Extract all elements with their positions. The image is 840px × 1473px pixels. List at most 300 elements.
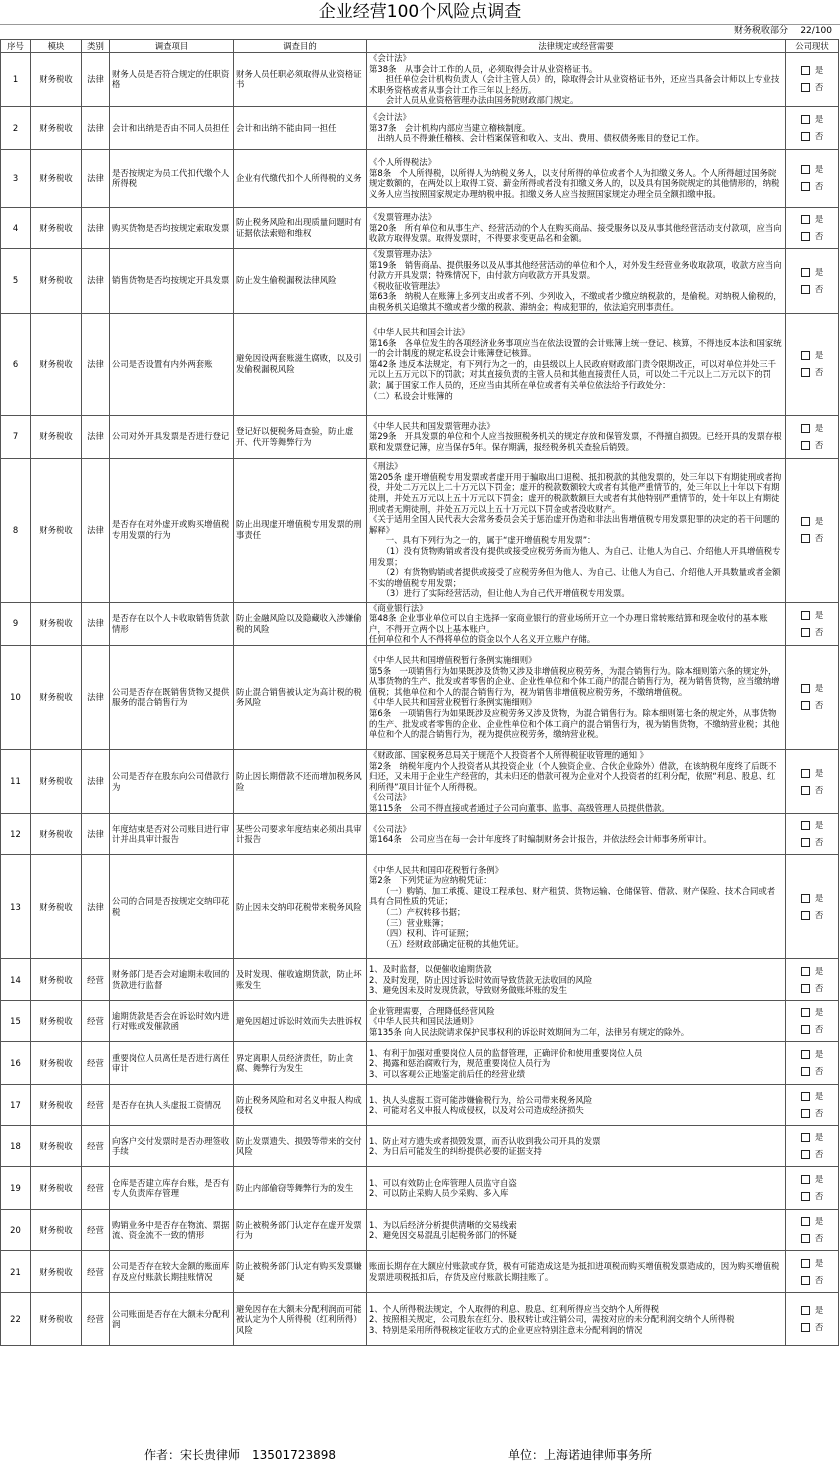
table-row (1, 959, 839, 1001)
status-option-yes[interactable] (788, 164, 836, 175)
row-purpose: 防止被税务部门认定有购买发票嫌疑 (234, 1251, 367, 1293)
checkbox-yes[interactable] (801, 894, 810, 903)
row-module: 财务税收 (31, 1293, 82, 1346)
checkbox-no[interactable] (801, 1192, 810, 1201)
row-number: 8 (1, 458, 31, 602)
row-purpose: 会计和出纳不能由同一担任 (234, 106, 367, 149)
row-number: 18 (1, 1126, 31, 1167)
checkbox-no[interactable] (801, 232, 810, 241)
row-purpose: 及时发现、催收逾期货款，防止坏账发生 (234, 959, 367, 1001)
row-purpose: 避免因设两套账滋生腐败，以及引发偷税漏税风险 (234, 313, 367, 415)
row-item: 财务部门是否会对逾期未收回的货款进行监督 (110, 959, 234, 1001)
row-category: 法律 (82, 749, 110, 814)
row-number: 17 (1, 1085, 31, 1126)
row-number: 13 (1, 855, 31, 959)
row-number: 3 (1, 149, 31, 207)
row-module: 财务税收 (31, 149, 82, 207)
row-category: 法律 (82, 106, 110, 149)
checkbox-no[interactable] (801, 285, 810, 294)
row-status (786, 602, 839, 645)
checkbox-yes[interactable] (801, 1092, 810, 1101)
status-option-yes[interactable] (788, 423, 836, 434)
row-item: 向客户交付发票时是否办理签收手续 (110, 1126, 234, 1167)
checkbox-label-yes: 是 (814, 266, 824, 277)
status-option-yes[interactable] (788, 65, 836, 76)
page-title: 企业经营100个风险点调查 (0, 0, 840, 25)
status-option-yes[interactable] (788, 1216, 836, 1227)
status-option-yes[interactable] (788, 1132, 836, 1143)
row-law: 账面长期存在大额应付账款或存货，极有可能造成这是为抵扣进项税而购买增值税发票造成的，因为购买增值税发票进项税抵扣后，存货及应付账款长期挂账了。 (367, 1251, 786, 1293)
row-purpose: 企业有代缴代扣个人所得税的义务 (234, 149, 367, 207)
checkbox-label-no: 否 (814, 181, 824, 192)
checkbox-label-yes: 是 (814, 422, 824, 433)
row-law: 《中华人民共和国会计法》 第16条 各单位发生的各项经济业务事项应当在依法设置的会计账簿上统一登记、核算，不得违反本法和国家统一的会计制度的规定私设会计账簿登记核算。 第42条 违反本法规定，有下列行为之一的，由县级以上人民政府财政部门责令限期改正，可以对单位并处三千元以上五万元以下的罚款；对其直接负责的主管人员和其他直接责任人员，可以处二千元以上二万元以下的罚款；属于国家工作人员的，还应当由其所在单位或者有关单位依法给予行政处分： （二）私设会计账簿的 (367, 313, 786, 415)
row-law: 《会计法》 第37条 会计机构内部应当建立稽核制度。 出纳人员不得兼任稽核、会计档案保管和收入、支出、费用、债权债务账目的登记工作。 (367, 106, 786, 149)
row-category: 经营 (82, 1126, 110, 1167)
row-number: 19 (1, 1167, 31, 1210)
row-item: 公司是否设置有内外两套账 (110, 313, 234, 415)
table-header-row (1, 40, 839, 53)
status-option-yes[interactable] (788, 1007, 836, 1018)
checkbox-no[interactable] (801, 1109, 810, 1118)
checkbox-label-no: 否 (814, 82, 824, 93)
status-option-yes[interactable] (788, 267, 836, 278)
checkbox-label-no: 否 (814, 982, 824, 993)
table-row (1, 53, 839, 107)
row-law: 1、及时监督，以便催收逾期货款 2、及时发现，防止因过诉讼时效而导致货款无法收回的风险 3、避免因未及时发现货款，导致财务做账坏账的发生 (367, 959, 786, 1001)
subheader (0, 24, 836, 38)
table-row (1, 749, 839, 814)
checkbox-label-yes: 是 (814, 1091, 824, 1102)
row-module: 财务税收 (31, 1251, 82, 1293)
checkbox-label-yes: 是 (814, 820, 824, 831)
checkbox-yes[interactable] (801, 215, 810, 224)
row-status (786, 1126, 839, 1167)
row-item: 会计和出纳是否由不同人员担任 (110, 106, 234, 149)
checkbox-yes[interactable] (801, 351, 810, 360)
table-row (1, 1167, 839, 1210)
checkbox-no[interactable] (801, 701, 810, 710)
row-category: 法律 (82, 207, 110, 248)
row-purpose: 登记好以便税务局查验，防止虚开、代开等舞弊行为 (234, 415, 367, 458)
checkbox-yes[interactable] (801, 611, 810, 620)
header-status: 公司现状 (786, 40, 839, 53)
row-module: 财务税收 (31, 959, 82, 1001)
status-option-no[interactable] (788, 785, 836, 796)
checkbox-no[interactable] (801, 1150, 810, 1159)
row-status (786, 1251, 839, 1293)
table-row (1, 1251, 839, 1293)
row-item: 年度结束是否对公司账目进行审计并出具审计报告 (110, 814, 234, 855)
row-status (786, 1042, 839, 1085)
table-row (1, 1085, 839, 1126)
row-number: 1 (1, 53, 31, 107)
row-purpose: 某些公司要求年度结束必须出具审计报告 (234, 814, 367, 855)
row-module: 财务税收 (31, 645, 82, 749)
row-module: 财务税收 (31, 1042, 82, 1085)
status-option-no[interactable] (788, 440, 836, 451)
footer-author: 作者：宋长贵律师 13501723898 (144, 1448, 336, 1462)
row-number: 6 (1, 313, 31, 415)
checkbox-no[interactable] (801, 534, 810, 543)
row-category: 经营 (82, 1042, 110, 1085)
checkbox-yes[interactable] (801, 1133, 810, 1142)
row-module: 财务税收 (31, 1167, 82, 1210)
row-category: 法律 (82, 458, 110, 602)
page-indicator: 22/100 (800, 26, 832, 36)
row-number: 11 (1, 749, 31, 814)
row-category: 法律 (82, 855, 110, 959)
checkbox-label-no: 否 (814, 1024, 824, 1035)
status-option-yes[interactable] (788, 893, 836, 904)
row-module: 财务税收 (31, 415, 82, 458)
row-number: 7 (1, 415, 31, 458)
row-law: 《刑法》 第205条 虚开增值税专用发票或者虚开用于骗取出口退税、抵扣税款的其他发票的，处三年以下有期徒刑或者拘役，并处二万元以上二十万元以下罚金；虚开的税款数额较大或者有其他严重情节的，处三年以上十年以下有期徒刑，并处五万元以上五十万元以下罚金；虚开的税款数额巨大或者有其他特别严重情节的，处十年以上有期徒刑或者无期徒刑，并处五万元以上五十万元以下罚金或者没收财产。 《关于适用全国人民代表大会常务委员会关于惩治虚开伪造和非法出售增值税专用发票犯罪的决定的若干问题的解释》 一、具有下列行为之一的，属于“虚开增值税专用发票”： （1）没有货物购销或者没有提供或接受应税劳务而为他人、为自己、让他人为自己、介绍他人开具增值税专用发票； （2）有货物购销或者提供或接受了应税劳务但为他人、为自己、让他人为自己、介绍他人开具数量或者金额不实的增值税专用发票； （3）进行了实际经营活动，但让他人为自己代开增值税专用发票。 (367, 458, 786, 602)
row-status (786, 415, 839, 458)
row-number: 16 (1, 1042, 31, 1085)
checkbox-yes[interactable] (801, 165, 810, 174)
row-status (786, 1210, 839, 1251)
row-law: 《个人所得税法》 第8条 个人所得税，以所得人为纳税义务人，以支付所得的单位或者个人为扣缴义务人。个人所得超过国务院规定数额的，在两处以上取得工资、薪金所得或者没有扣缴义务人的，以及具有国务院规定的其他情形的，纳税义务人应当按照国家规定办理纳税申报。扣缴义务人应当按照国家规定办理全员全额扣缴申报。 (367, 149, 786, 207)
row-status (786, 248, 839, 313)
row-purpose: 防止因未交纳印花税带来税务风险 (234, 855, 367, 959)
status-option-yes[interactable] (788, 516, 836, 527)
checkbox-yes[interactable] (801, 1306, 810, 1315)
row-purpose: 防止发生偷税漏税法律风险 (234, 248, 367, 313)
table-row (1, 814, 839, 855)
status-option-yes[interactable] (788, 1305, 836, 1316)
status-option-no[interactable] (788, 1233, 836, 1244)
table-row (1, 1210, 839, 1251)
status-option-no[interactable] (788, 910, 836, 921)
row-category: 经营 (82, 1293, 110, 1346)
row-number: 14 (1, 959, 31, 1001)
row-item: 销售货物是否均按规定开具发票 (110, 248, 234, 313)
row-status (786, 749, 839, 814)
row-item: 是否按规定为员工代扣代缴个人所得税 (110, 149, 234, 207)
row-category: 经营 (82, 1251, 110, 1293)
row-item: 重要岗位人员离任是否进行离任审计 (110, 1042, 234, 1085)
row-number: 9 (1, 602, 31, 645)
row-status (786, 458, 839, 602)
table-row (1, 1126, 839, 1167)
status-option-yes[interactable] (788, 1174, 836, 1185)
status-option-yes[interactable] (788, 768, 836, 779)
status-option-yes[interactable] (788, 1091, 836, 1102)
status-option-yes[interactable] (788, 1049, 836, 1060)
row-item: 是否存在以个人卡收取销售货款情形 (110, 602, 234, 645)
status-option-no[interactable] (788, 1191, 836, 1202)
row-number: 10 (1, 645, 31, 749)
footer-unit: 单位：上海诺迪律师事务所 (508, 1448, 653, 1462)
row-category: 经营 (82, 1085, 110, 1126)
row-law: 《中华人民共和国发票管理办法》 第29条 开具发票的单位和个人应当按照税务机关的规定存放和保管发票，不得擅自损毁。已经开具的发票存根联和发票登记簿，应当保存5年。保存期满，报经税务机关查验后销毁。 (367, 415, 786, 458)
checkbox-label-no: 否 (814, 1149, 824, 1160)
table-row (1, 106, 839, 149)
checkbox-no[interactable] (801, 182, 810, 191)
status-option-yes[interactable] (788, 1258, 836, 1269)
row-category: 经营 (82, 959, 110, 1001)
checkbox-label-no: 否 (814, 700, 824, 711)
row-purpose: 防止内部偷窃等舞弊行为的发生 (234, 1167, 367, 1210)
table-row (1, 415, 839, 458)
checkbox-yes[interactable] (801, 66, 810, 75)
checkbox-yes[interactable] (801, 1259, 810, 1268)
status-option-no[interactable] (788, 627, 836, 638)
row-module: 财务税收 (31, 313, 82, 415)
checkbox-yes[interactable] (801, 115, 810, 124)
row-law: 《发票管理办法》 第20条 所有单位和从事生产、经营活动的个人在购买商品、接受服务以及从事其他经营活动支付款项，应当向收款方取得发票。取得发票时，不得要求变更品名和金额。 (367, 207, 786, 248)
row-law: 1、执人头虚报工资可能涉嫌偷税行为，给公司带来税务风险 2、可能对名义申报人构成侵权，以及对公司造成经济损失 (367, 1085, 786, 1126)
row-law: 《公司法》 第164条 公司应当在每一会计年度终了时编制财务会计报告，并依法经会计师事务所审计。 (367, 814, 786, 855)
checkbox-no[interactable] (801, 1234, 810, 1243)
checkbox-no[interactable] (801, 1323, 810, 1332)
checkbox-yes[interactable] (801, 268, 810, 277)
checkbox-label-yes: 是 (814, 350, 824, 361)
row-status (786, 959, 839, 1001)
row-status (786, 1293, 839, 1346)
row-status (786, 106, 839, 149)
checkbox-yes[interactable] (801, 1008, 810, 1017)
checkbox-no[interactable] (801, 838, 810, 847)
table-row (1, 313, 839, 415)
table-row (1, 1042, 839, 1085)
table-body (1, 53, 839, 1346)
status-option-no[interactable] (788, 1149, 836, 1160)
row-purpose: 防止出现虚开增值税专用发票的刑事责任 (234, 458, 367, 602)
header-number: 序号 (1, 40, 31, 53)
table-row (1, 602, 839, 645)
row-law: 《中华人民共和国印花税暂行条例》 第2条 下列凭证为应纳税凭证： （一）购销、加工承揽、建设工程承包、财产租赁、货物运输、仓储保管、借款、财产保险、技术合同或者具有合同性质的凭证； （二）产权转移书据； （三）营业账簿； （四）权利、许可证照； （五）经财政部确定征税的其他凭证。 (367, 855, 786, 959)
footer (0, 1442, 840, 1468)
checkbox-label-yes: 是 (814, 516, 824, 527)
checkbox-label-yes: 是 (814, 683, 824, 694)
row-number: 21 (1, 1251, 31, 1293)
row-module: 财务税收 (31, 814, 82, 855)
row-number: 2 (1, 106, 31, 149)
checkbox-yes[interactable] (801, 1217, 810, 1226)
row-item: 公司账面是否存在大额未分配利润 (110, 1293, 234, 1346)
row-purpose: 防止混合销售被认定为高计税的税务风险 (234, 645, 367, 749)
row-item: 仓库是否建立库存台账，是否有专人负责库存管理 (110, 1167, 234, 1210)
checkbox-label-no: 否 (814, 1274, 824, 1285)
row-item: 购销业务中是否存在物流、票据流、资金流不一致的情形 (110, 1210, 234, 1251)
status-option-no[interactable] (788, 1024, 836, 1035)
row-module: 财务税收 (31, 1085, 82, 1126)
status-option-no[interactable] (788, 181, 836, 192)
row-number: 12 (1, 814, 31, 855)
checkbox-label-no: 否 (814, 130, 824, 141)
table-row (1, 207, 839, 248)
row-category: 法律 (82, 602, 110, 645)
risk-table (0, 39, 839, 1346)
checkbox-yes[interactable] (801, 967, 810, 976)
status-option-yes[interactable] (788, 114, 836, 125)
checkbox-no[interactable] (801, 132, 810, 141)
checkbox-no[interactable] (801, 1067, 810, 1076)
header-purpose: 调查目的 (234, 40, 367, 53)
row-item: 公司是否存在股东向公司借款行为 (110, 749, 234, 814)
row-module: 财务税收 (31, 106, 82, 149)
checkbox-label-no: 否 (814, 1108, 824, 1119)
row-status (786, 149, 839, 207)
status-option-no[interactable] (788, 82, 836, 93)
row-item: 逾期货款是否会在诉讼时效内进行对账或发催款函 (110, 1001, 234, 1042)
checkbox-yes[interactable] (801, 424, 810, 433)
row-purpose: 防止发票遗失、损毁等带来的交付风险 (234, 1126, 367, 1167)
checkbox-label-yes: 是 (814, 1007, 824, 1018)
status-option-no[interactable] (788, 231, 836, 242)
checkbox-label-no: 否 (814, 837, 824, 848)
checkbox-label-yes: 是 (814, 213, 824, 224)
row-item: 是否存在对外虚开或购买增值税专用发票的行为 (110, 458, 234, 602)
checkbox-no[interactable] (801, 911, 810, 920)
status-option-no[interactable] (788, 533, 836, 544)
row-module: 财务税收 (31, 1126, 82, 1167)
row-purpose: 财务人员任职必须取得从业资格证书 (234, 53, 367, 107)
row-status (786, 1001, 839, 1042)
status-option-yes[interactable] (788, 350, 836, 361)
table-row (1, 248, 839, 313)
status-option-yes[interactable] (788, 966, 836, 977)
row-status (786, 53, 839, 107)
row-category: 经营 (82, 1001, 110, 1042)
status-option-yes[interactable] (788, 683, 836, 694)
row-purpose: 防止因长期借款不还而增加税务风险 (234, 749, 367, 814)
row-status (786, 1167, 839, 1210)
checkbox-label-no: 否 (814, 784, 824, 795)
status-option-yes[interactable] (788, 610, 836, 621)
status-option-no[interactable] (788, 284, 836, 295)
table-row (1, 1293, 839, 1346)
header-law: 法律规定或经营需要 (367, 40, 786, 53)
header-module: 模块 (31, 40, 82, 53)
status-option-no[interactable] (788, 837, 836, 848)
checkbox-no[interactable] (801, 628, 810, 637)
checkbox-label-yes: 是 (814, 1049, 824, 1060)
row-law: 《会计法》 第38条 从事会计工作的人员，必须取得会计从业资格证书。 担任单位会计机构负责人（会计主管人员）的，除取得会计从业资格证书外，还应当具备会计师以上专业技术职务资格或者从事会计工作三年以上经历。 会计人员从业资格管理办法由国务院财政部门规定。 (367, 53, 786, 107)
checkbox-label-yes: 是 (814, 609, 824, 620)
table-row (1, 855, 839, 959)
row-category: 法律 (82, 248, 110, 313)
row-status (786, 313, 839, 415)
row-item: 公司是否存在既销售货物又提供服务的混合销售行为 (110, 645, 234, 749)
checkbox-yes[interactable] (801, 1050, 810, 1059)
table-row (1, 458, 839, 602)
row-module: 财务税收 (31, 248, 82, 313)
row-module: 财务税收 (31, 1001, 82, 1042)
status-option-no[interactable] (788, 983, 836, 994)
row-status (786, 1085, 839, 1126)
row-law: 《商业银行法》 第48条 企业事业单位可以自主选择一家商业银行的营业场所开立一个办理日常转账结算和现金收付的基本账户，不得开立两个以上基本账户。 任何单位和个人不得将单位的资金以个人名义开立账户存储。 (367, 602, 786, 645)
row-law: 1、可以有效防止仓库管理人员监守自盗 2、可以防止采购人员少采购、多入库 (367, 1167, 786, 1210)
row-module: 财务税收 (31, 53, 82, 107)
checkbox-label-yes: 是 (814, 1257, 824, 1268)
row-purpose: 防止金融风险以及隐藏收入涉嫌偷税的风险 (234, 602, 367, 645)
row-category: 法律 (82, 814, 110, 855)
checkbox-yes[interactable] (801, 1175, 810, 1184)
row-item: 财务人员是否符合规定的任职资格 (110, 53, 234, 107)
checkbox-label-no: 否 (814, 1191, 824, 1202)
row-purpose: 避免因存在大额未分配利润而可能被认定为个人所得税（红利所得）风险 (234, 1293, 367, 1346)
status-option-yes[interactable] (788, 820, 836, 831)
checkbox-no[interactable] (801, 83, 810, 92)
row-category: 法律 (82, 313, 110, 415)
row-law: 《中华人民共和国增值税暂行条例实施细则》 第5条 一项销售行为如果既涉及货物又涉及非增值税应税劳务，为混合销售行为。除本细则第六条的规定外，从事货物的生产、批发或者零售的企业、企业性单位和个体工商户的混合销售行为，视为销售货物，应当缴纳增值税；其他单位和个人的混合销售行为，视为销售非增值税应税劳务，不缴纳增值税。 《中华人民共和国营业税暂行条例实施细则》 第6条 一项销售行为如果既涉及应税劳务又涉及货物，为混合销售行为。除本细则第七条的规定外，从事货物的生产、批发或者零售的企业、企业性单位和个体工商户的混合销售行为，视为销售货物，不缴纳营业税；其他单位和个人的混合销售行为，视为提供应税劳务，缴纳营业税。 (367, 645, 786, 749)
row-purpose: 防止被税务部门认定存在虚开发票行为 (234, 1210, 367, 1251)
checkbox-label-yes: 是 (814, 892, 824, 903)
row-category: 法律 (82, 415, 110, 458)
checkbox-yes[interactable] (801, 684, 810, 693)
row-module: 财务税收 (31, 207, 82, 248)
checkbox-yes[interactable] (801, 821, 810, 830)
checkbox-no[interactable] (801, 1025, 810, 1034)
row-number: 4 (1, 207, 31, 248)
row-item: 公司对外开具发票是否进行登记 (110, 415, 234, 458)
checkbox-label-yes: 是 (814, 965, 824, 976)
checkbox-label-no: 否 (814, 626, 824, 637)
checkbox-label-no: 否 (814, 1233, 824, 1244)
checkbox-label-yes: 是 (814, 1216, 824, 1227)
checkbox-no[interactable] (801, 368, 810, 377)
row-status (786, 645, 839, 749)
row-module: 财务税收 (31, 458, 82, 602)
status-option-no[interactable] (788, 1108, 836, 1119)
status-option-no[interactable] (788, 367, 836, 378)
checkbox-label-yes: 是 (814, 164, 824, 175)
row-purpose: 界定离职人员经济责任，防止贪腐、舞弊行为发生 (234, 1042, 367, 1085)
checkbox-label-yes: 是 (814, 1132, 824, 1143)
status-option-no[interactable] (788, 700, 836, 711)
checkbox-no[interactable] (801, 984, 810, 993)
checkbox-yes[interactable] (801, 769, 810, 778)
checkbox-label-no: 否 (814, 439, 824, 450)
row-law: 《发票管理办法》 第19条 销售商品、提供服务以及从事其他经营活动的单位和个人，对外发生经营业务收取款项，收款方应当向付款方开具发票；特殊情况下，由付款方向收款方开具发票。 《税收征收管理法》 第63条 纳税人在账簿上多列支出或者不列、少列收入，不缴或者少缴应纳税款的，是偷税。对纳税人偷税的，由税务机关追缴其不缴或者少缴的税款、滞纳金；构成犯罪的，依法追究刑事责任。 (367, 248, 786, 313)
checkbox-no[interactable] (801, 441, 810, 450)
row-status (786, 207, 839, 248)
row-module: 财务税收 (31, 602, 82, 645)
department-label: 财务税收部分 (733, 26, 788, 36)
row-item: 公司是否存在较大金额的账面库存及应付账款长期挂账情况 (110, 1251, 234, 1293)
header-category: 类别 (82, 40, 110, 53)
row-category: 法律 (82, 53, 110, 107)
row-law: 1、为以后经济分析提供清晰的交易线索 2、避免因交易混乱引起税务部门的怀疑 (367, 1210, 786, 1251)
row-law: 1、防止对方遗失或者损毁发票，而否认收到我公司开具的发票 2、为日后可能发生的纠纷提供必要的证据支持 (367, 1126, 786, 1167)
row-number: 22 (1, 1293, 31, 1346)
checkbox-no[interactable] (801, 1276, 810, 1285)
row-number: 20 (1, 1210, 31, 1251)
table-row (1, 1001, 839, 1042)
row-category: 经营 (82, 1210, 110, 1251)
checkbox-no[interactable] (801, 786, 810, 795)
status-option-no[interactable] (788, 131, 836, 142)
row-item: 公司的合同是否按规定交纳印花税 (110, 855, 234, 959)
status-option-no[interactable] (788, 1275, 836, 1286)
row-category: 法律 (82, 149, 110, 207)
status-option-yes[interactable] (788, 214, 836, 225)
checkbox-label-yes: 是 (814, 1305, 824, 1316)
row-purpose: 防止税务风险和对名义申报人构成侵权 (234, 1085, 367, 1126)
status-option-no[interactable] (788, 1322, 836, 1333)
checkbox-label-no: 否 (814, 1066, 824, 1077)
row-module: 财务税收 (31, 1210, 82, 1251)
status-option-no[interactable] (788, 1066, 836, 1077)
row-item: 是否存在执人头虚报工资情况 (110, 1085, 234, 1126)
checkbox-label-no: 否 (814, 367, 824, 378)
checkbox-yes[interactable] (801, 517, 810, 526)
checkbox-label-no: 否 (814, 1322, 824, 1333)
checkbox-label-no: 否 (814, 230, 824, 241)
